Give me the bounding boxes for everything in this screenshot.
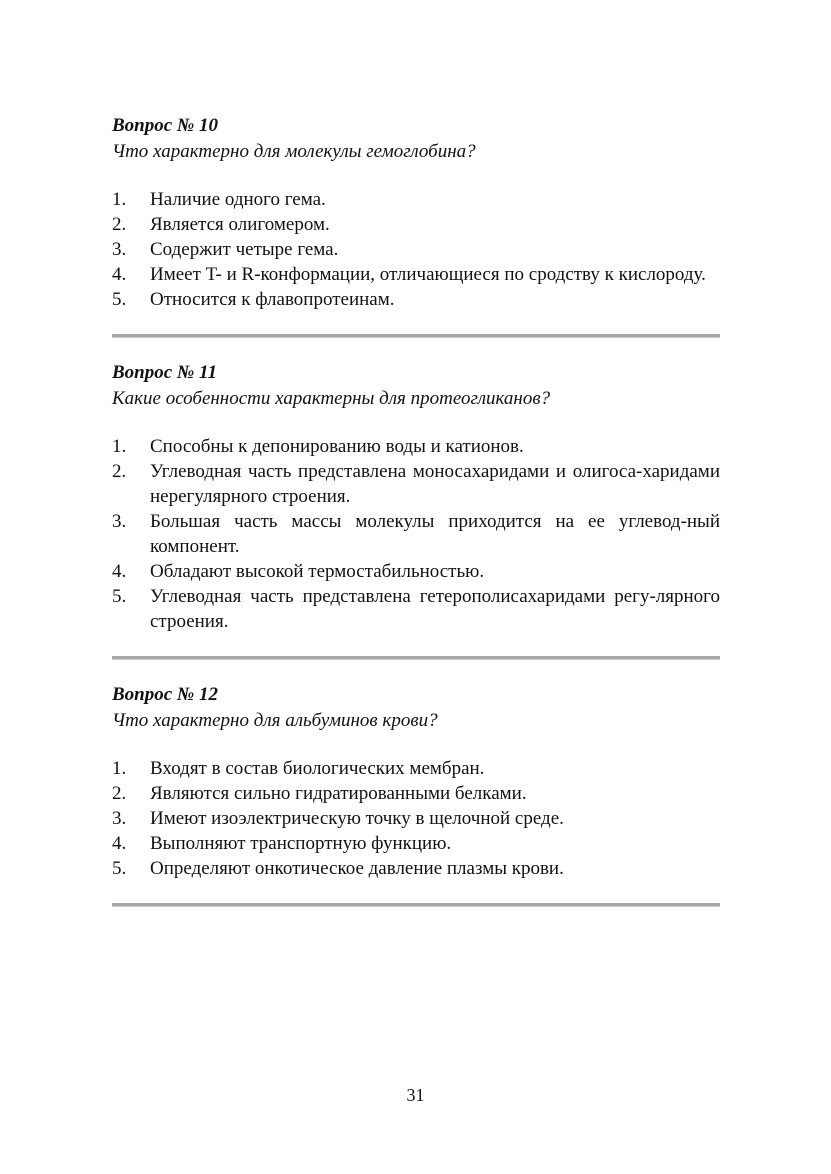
question-11 [112, 360, 720, 634]
question-text: Какие особенности характерны для протеогликанов? [112, 388, 551, 409]
page-number: 31 [406, 1085, 425, 1105]
question-10 [112, 113, 720, 312]
answer-number: 2. [112, 214, 127, 235]
answer-number: 2. [112, 461, 127, 482]
answer-list [112, 756, 720, 881]
answer-list [112, 187, 720, 312]
answer-text: Выполняют транспортную функцию. [150, 833, 452, 854]
answer-item [112, 584, 720, 634]
answer-text: Входят в состав биологических мембран. [150, 758, 485, 779]
answer-text: Обладают высокой термостабильностью. [150, 561, 485, 582]
answer-number: 1. [112, 436, 127, 457]
answer-item [112, 806, 720, 831]
answer-text: Определяют онкотическое давление плазмы крови. [150, 858, 564, 879]
answer-item [112, 559, 720, 584]
answer-item [112, 509, 720, 559]
answer-text: Содержит четыре гема. [150, 239, 339, 260]
question-title: Вопрос № 12 [112, 684, 219, 705]
answer-item [112, 237, 720, 262]
answer-item [112, 262, 720, 287]
answer-number: 5. [112, 858, 127, 879]
answer-text: Способны к депонированию воды и катионов. [150, 436, 524, 457]
answer-text: Относится к флавопротеинам. [150, 289, 395, 310]
answer-number: 3. [112, 808, 127, 829]
answer-text: Наличие одного гема. [150, 189, 326, 210]
answer-item [112, 459, 720, 509]
answer-number: 1. [112, 758, 127, 779]
answer-text: Являются сильно гидратированными белками. [150, 783, 527, 804]
answer-number: 2. [112, 783, 127, 804]
question-title: Вопрос № 11 [112, 362, 218, 383]
answer-number: 4. [112, 833, 127, 854]
answer-number: 3. [112, 239, 127, 260]
question-title: Вопрос № 10 [112, 115, 219, 136]
answer-text: Углеводная часть представлена гетерополисахаридами регу-лярного строения. [150, 586, 720, 632]
section-divider [112, 656, 720, 660]
answer-number: 1. [112, 189, 127, 210]
answer-number: 3. [112, 511, 127, 532]
answer-item [112, 831, 720, 856]
section-divider [112, 903, 720, 907]
answer-text: Большая часть массы молекулы приходится на ее углевод-ный компонент. [150, 511, 720, 557]
question-12 [112, 682, 720, 881]
answer-item [112, 781, 720, 806]
answer-item [112, 756, 720, 781]
answer-number: 4. [112, 561, 127, 582]
answer-text: Имеет T- и R-конформации, отличающиеся по сродству к кислороду. [150, 264, 706, 285]
answer-item [112, 187, 720, 212]
answer-item [112, 434, 720, 459]
answer-number: 4. [112, 264, 127, 285]
question-text: Что характерно для молекулы гемоглобина? [112, 141, 476, 162]
answer-text: Имеют изоэлектрическую точку в щелочной среде. [150, 808, 564, 829]
page-content [112, 113, 720, 929]
answer-item [112, 212, 720, 237]
answer-item [112, 287, 720, 312]
answer-item [112, 856, 720, 881]
answer-number: 5. [112, 586, 127, 607]
answer-text: Углеводная часть представлена моносахаридами и олигоса-харидами нерегулярного строения. [150, 461, 720, 507]
section-divider [112, 334, 720, 338]
question-text: Что характерно для альбуминов крови? [112, 710, 438, 731]
answer-number: 5. [112, 289, 127, 310]
answer-list [112, 434, 720, 634]
answer-text: Является олигомером. [150, 214, 330, 235]
